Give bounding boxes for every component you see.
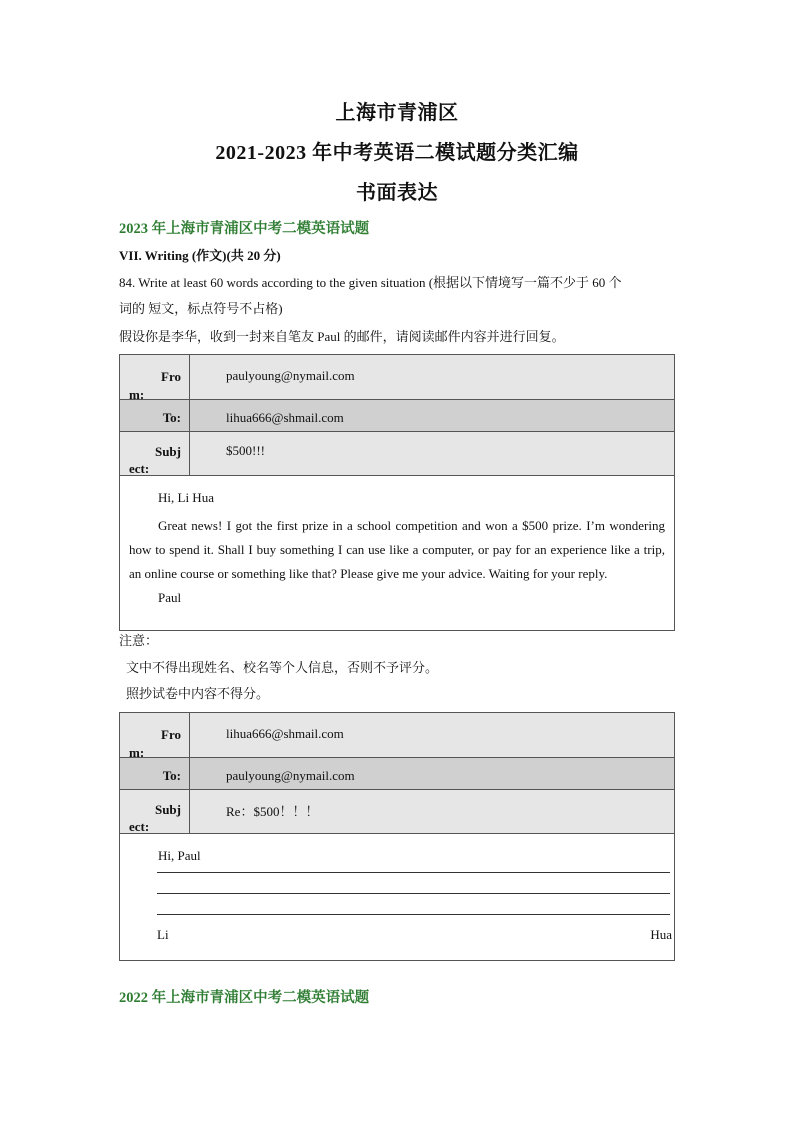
- email1-body-row: [120, 476, 675, 631]
- section-2022-heading: 2022 年上海市青浦区中考二模英语试题: [119, 990, 370, 1006]
- email2-sign-right: Hua: [650, 927, 672, 942]
- note-item-1: 文中不得出现姓名、校名等个人信息，否则不予评分。: [126, 660, 439, 675]
- email1-subject-value: $500!!!: [190, 432, 675, 476]
- answer-line-3[interactable]: [157, 894, 670, 915]
- answer-line-2[interactable]: [157, 873, 670, 894]
- email2-sign-left: Li: [157, 927, 169, 942]
- email2-to-value: paulyoung@nymail.com: [190, 758, 675, 790]
- email2-from-value: lihua666@shmail.com: [190, 713, 675, 758]
- task-instruction-line2: 词的 短文，标点符号不占格): [119, 301, 283, 316]
- email1-subject-label: Subj ect:: [120, 432, 190, 476]
- email1-message: Great news! I got the first prize in a school competition and won a $500 prize. I’m wondering how to spend it. Shall I buy something I can use like a computer, or pay for an experience like a trip, an online course or something like that? Please give me your advice. Waiting for your reply.: [129, 518, 665, 581]
- doc-title-collection: 2021-2023 年中考英语二模试题分类汇编: [215, 142, 579, 164]
- email1-from-value: paulyoung@nymail.com: [190, 355, 675, 400]
- email2-to-row: [120, 758, 675, 790]
- email2-subject-label: Subj ect:: [120, 790, 190, 834]
- email2-from-label: Fro m:: [120, 713, 190, 758]
- incoming-email-table: [119, 354, 675, 631]
- email2-from-row: [120, 713, 675, 758]
- email1-from-label: Fro m:: [120, 355, 190, 400]
- email2-greeting: Hi, Paul: [158, 848, 201, 863]
- notes-heading: 注意：: [119, 633, 159, 648]
- scenario-text: 假设你是李华，收到一封来自笔友 Paul 的邮件，请阅读邮件内容并进行回复。: [119, 329, 565, 344]
- reply-email-table: [119, 712, 675, 961]
- email2-body-row: [120, 834, 675, 961]
- note-item-2: 照抄试卷中内容不得分。: [126, 686, 270, 701]
- email1-body: [120, 476, 675, 631]
- email1-greeting: Hi, Li Hua: [158, 490, 214, 505]
- email1-signature: Paul: [158, 590, 182, 605]
- email2-signature: [157, 923, 672, 947]
- email1-subject-row: [120, 432, 675, 476]
- email2-body: [120, 834, 675, 961]
- email2-subject-row: [120, 790, 675, 834]
- email1-to-row: [120, 400, 675, 432]
- task-instruction-line1: 84. Write at least 60 words according to the given situation (根据以下情境写一篇不少于 60 个: [119, 275, 622, 290]
- email1-to-label: To:: [120, 400, 190, 432]
- section-2023-heading: 2023 年上海市青浦区中考二模英语试题: [119, 221, 370, 237]
- email2-subject-value: Re：$500！！！: [190, 790, 675, 834]
- doc-title-district: 上海市青浦区: [335, 102, 459, 124]
- doc-title-topic: 书面表达: [356, 182, 438, 204]
- email1-from-row: [120, 355, 675, 400]
- email2-to-label: To:: [120, 758, 190, 790]
- part-heading: VII. Writing (作文)(共 20 分): [119, 248, 281, 263]
- email1-to-value: lihua666@shmail.com: [190, 400, 675, 432]
